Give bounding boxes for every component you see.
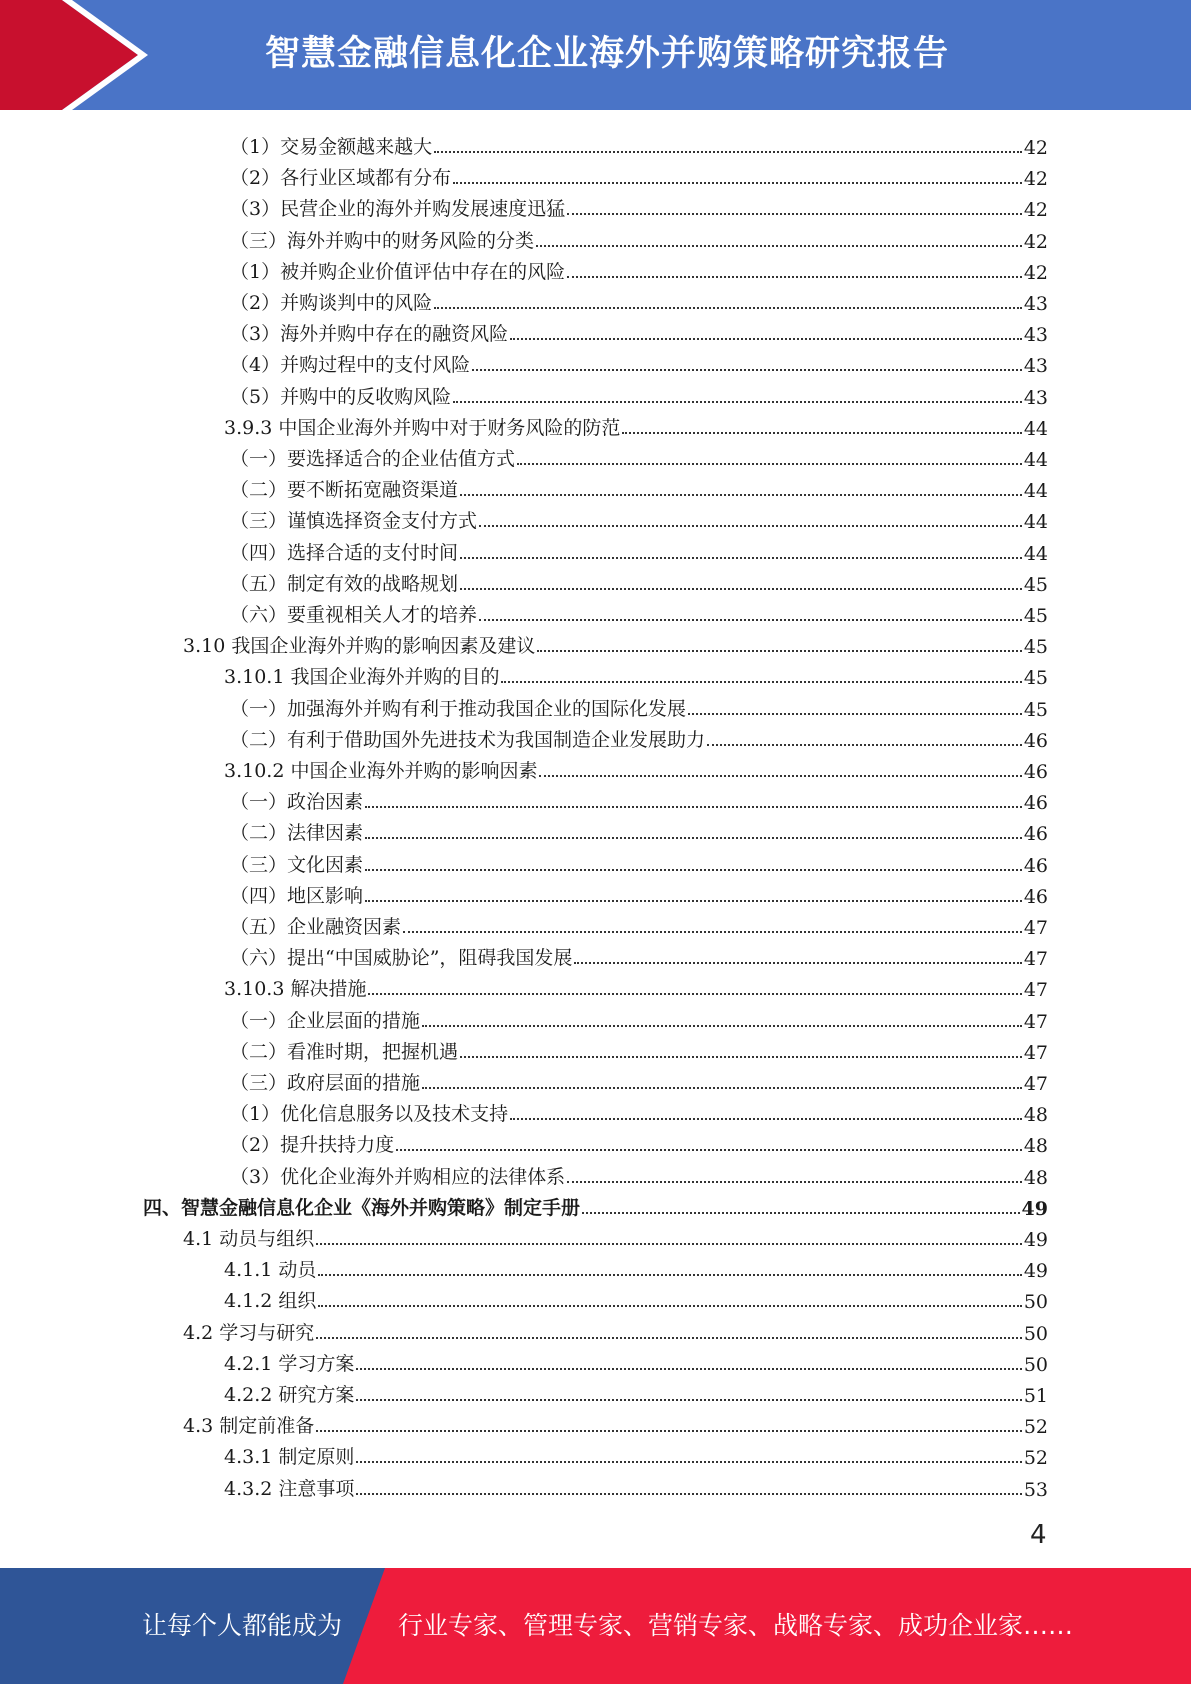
toc-entry[interactable] <box>224 1376 1048 1407</box>
toc-dot-leader <box>316 1243 1022 1245</box>
toc-entry-page: 42 <box>1023 137 1048 159</box>
toc-dot-leader <box>318 1274 1021 1276</box>
toc-entry-page: 43 <box>1023 386 1048 409</box>
toc-entry[interactable] <box>224 658 1048 689</box>
toc-entry-label: 4.2.1 学习方案 <box>224 1352 355 1375</box>
toc-entry[interactable] <box>230 190 1048 221</box>
toc-dot-leader <box>537 650 1021 652</box>
toc-entry-page: 43 <box>1023 324 1048 347</box>
toc-entry[interactable] <box>224 1345 1048 1376</box>
toc-entry-label: （1）交易金额越来越大 <box>230 136 433 158</box>
toc-dot-leader <box>460 494 1022 496</box>
toc-entry-page: 44 <box>1023 542 1048 565</box>
toc-entry-page: 45 <box>1023 698 1048 721</box>
toc-dot-leader <box>453 401 1022 403</box>
toc-entry-label: 4.1.2 组织 <box>224 1290 317 1313</box>
toc-entry[interactable] <box>230 346 1048 377</box>
toc-dot-leader <box>707 744 1022 746</box>
toc-entry-label: （一）加强海外并购有利于推动我国企业的国际化发展 <box>230 697 687 720</box>
toc-entry-page: 46 <box>1023 792 1048 815</box>
toc-entry[interactable] <box>230 1002 1048 1033</box>
toc-dot-leader <box>479 525 1022 527</box>
toc-entry-label: （3）民营企业的海外并购发展速度迅猛 <box>230 198 566 221</box>
toc-entry-page: 43 <box>1023 355 1048 378</box>
footer-slogan-left: 让每个人都能成为 <box>142 1611 343 1640</box>
toc-entry-page: 48 <box>1023 1104 1048 1127</box>
page-footer <box>0 1568 1191 1684</box>
toc-entry-label: （一）企业层面的措施 <box>230 1009 421 1032</box>
toc-entry-label: （五）企业融资因素 <box>230 916 402 938</box>
toc-entry-label: 3.10 我国企业海外并购的影响因素及建议 <box>183 635 536 658</box>
toc-entry-page: 46 <box>1023 729 1048 752</box>
toc-entry-label: 4.2 学习与研究 <box>183 1321 315 1344</box>
page-number: 4 <box>1030 1520 1047 1550</box>
toc-entry-page: 44 <box>1023 417 1048 440</box>
document-title: 智慧金融信息化企业海外并购策略研究报告 <box>265 34 950 74</box>
toc-entry[interactable] <box>230 253 1048 284</box>
toc-entry-label: 4.1 动员与组织 <box>183 1228 315 1250</box>
toc-entry[interactable] <box>230 690 1048 721</box>
toc-dot-leader <box>460 1056 1022 1058</box>
toc-entry[interactable] <box>230 502 1048 533</box>
toc-entry-label: （四）地区影响 <box>230 884 364 907</box>
toc-entry[interactable] <box>230 565 1048 596</box>
chevron-arrow-icon <box>0 0 160 110</box>
toc-dot-leader <box>582 1212 1020 1214</box>
toc-entry-page: 49 <box>1021 1197 1048 1220</box>
toc-entry-label: （2）并购谈判中的风险 <box>230 292 433 314</box>
toc-dot-leader <box>622 432 1021 434</box>
toc-entry[interactable] <box>224 1470 1048 1501</box>
toc-dot-leader <box>567 276 1022 278</box>
toc-entry-page: 49 <box>1023 1229 1048 1251</box>
toc-entry-page: 44 <box>1023 511 1048 534</box>
toc-entry-label: （三）谨慎选择资金支付方式 <box>230 510 478 533</box>
toc-dot-leader <box>396 1149 1022 1151</box>
toc-entry-page: 46 <box>1023 761 1048 783</box>
toc-entry[interactable] <box>230 1158 1048 1189</box>
toc-entry-page: 47 <box>1023 1073 1048 1095</box>
toc-entry-label: 3.10.2 中国企业海外并购的影响因素 <box>224 760 538 782</box>
toc-entry-page: 47 <box>1023 948 1048 971</box>
toc-entry-label: （2）提升扶持力度 <box>230 1134 395 1157</box>
toc-entry-page: 42 <box>1023 168 1048 191</box>
toc-entry[interactable] <box>183 627 1048 658</box>
toc-entry-page: 46 <box>1023 854 1048 877</box>
toc-entry[interactable] <box>230 222 1048 253</box>
toc-entry-page: 47 <box>1023 1041 1048 1064</box>
toc-dot-leader <box>356 1368 1021 1370</box>
toc-dot-leader <box>365 837 1022 839</box>
toc-entry-label: （六）提出“中国威胁论”，阻碍我国发展 <box>230 947 573 970</box>
toc-entry-page: 46 <box>1023 823 1048 846</box>
toc-entry-page: 47 <box>1023 917 1048 939</box>
toc-entry-label: （5）并购中的反收购风险 <box>230 385 452 408</box>
toc-entry[interactable] <box>224 970 1048 1001</box>
toc-entry-page: 45 <box>1023 573 1048 596</box>
toc-entry[interactable] <box>224 1438 1048 1469</box>
toc-entry-page: 47 <box>1023 979 1048 1002</box>
toc-entry[interactable] <box>230 284 1048 315</box>
toc-entry-page: 42 <box>1023 199 1048 222</box>
toc-entry[interactable] <box>230 128 1048 159</box>
toc-dot-leader <box>517 463 1022 465</box>
toc-entry[interactable] <box>230 908 1048 939</box>
toc-entry-page: 52 <box>1023 1416 1048 1439</box>
toc-entry-page: 48 <box>1023 1166 1048 1189</box>
toc-entry-page: 52 <box>1023 1447 1048 1470</box>
toc-entry-label: （4）并购过程中的支付风险 <box>230 354 471 377</box>
toc-entry-label: （三）文化因素 <box>230 853 364 876</box>
toc-entry-label: （四）选择合适的支付时间 <box>230 541 459 564</box>
toc-entry-page: 47 <box>1023 1010 1048 1033</box>
toc-entry-page: 50 <box>1023 1322 1048 1345</box>
toc-entry[interactable] <box>183 1314 1048 1345</box>
toc-entry-label: 3.10.3 解决措施 <box>224 978 367 1001</box>
toc-entry-label: （1）被并购企业价值评估中存在的风险 <box>230 260 566 283</box>
toc-entry-label: （2）各行业区域都有分布 <box>230 167 452 190</box>
toc-dot-leader <box>539 775 1021 777</box>
toc-entry-page: 42 <box>1023 230 1048 253</box>
toc-entry-label: （一）政治因素 <box>230 791 364 814</box>
toc-dot-leader <box>403 931 1022 933</box>
toc-entry-label: 四、智慧金融信息化企业《海外并购策略》制定手册 <box>143 1196 581 1219</box>
toc-entry[interactable] <box>230 721 1048 752</box>
toc-dot-leader <box>356 1399 1021 1401</box>
toc-dot-leader <box>356 1493 1021 1495</box>
toc-entry[interactable] <box>230 315 1048 346</box>
toc-entry[interactable] <box>183 1220 1048 1251</box>
toc-dot-leader <box>356 1461 1021 1463</box>
toc-entry[interactable] <box>230 783 1048 814</box>
toc-entry[interactable] <box>230 1095 1048 1126</box>
toc-entry-label: （六）要重视相关人才的培养 <box>230 604 478 626</box>
toc-dot-leader <box>434 307 1022 309</box>
toc-entry-page: 44 <box>1023 449 1048 471</box>
toc-dot-leader <box>510 1118 1022 1120</box>
toc-entry-label: 3.9.3 中国企业海外并购中对于财务风险的防范 <box>224 416 621 439</box>
toc-dot-leader <box>510 338 1022 340</box>
toc-entry-page: 53 <box>1023 1478 1048 1501</box>
toc-entry-label: 4.2.2 研究方案 <box>224 1384 355 1406</box>
toc-entry-label: 4.3.1 制定原则 <box>224 1446 355 1469</box>
toc-entry-label: （3）海外并购中存在的融资风险 <box>230 323 509 346</box>
toc-dot-leader <box>567 1181 1022 1183</box>
page-header <box>0 0 1191 110</box>
toc-entry-page: 48 <box>1023 1135 1048 1158</box>
toc-entry[interactable] <box>183 1407 1048 1438</box>
toc-entry[interactable] <box>224 752 1048 783</box>
toc-entry[interactable] <box>143 1189 1048 1220</box>
toc-entry-page: 42 <box>1023 261 1048 284</box>
toc-entry[interactable] <box>230 846 1048 877</box>
toc-entry[interactable] <box>230 159 1048 190</box>
toc-entry[interactable] <box>230 378 1048 409</box>
toc-entry-label: 4.3.2 注意事项 <box>224 1477 355 1500</box>
toc-dot-leader <box>567 213 1022 215</box>
toc-dot-leader <box>316 1430 1022 1432</box>
toc-entry[interactable] <box>230 440 1048 471</box>
toc-dot-leader <box>479 619 1022 621</box>
toc-entry[interactable] <box>224 1251 1048 1282</box>
toc-entry-label: 4.3 制定前准备 <box>183 1415 315 1438</box>
toc-entry-label: （三）政府层面的措施 <box>230 1072 421 1094</box>
toc-entry-page: 45 <box>1023 636 1048 659</box>
toc-entry[interactable] <box>230 939 1048 970</box>
toc-entry-label: （3）优化企业海外并购相应的法律体系 <box>230 1165 566 1188</box>
toc-entry-page: 43 <box>1023 293 1048 315</box>
toc-entry-label: 3.10.1 我国企业海外并购的目的 <box>224 666 500 689</box>
toc-dot-leader <box>422 1087 1022 1089</box>
toc-entry[interactable] <box>230 1126 1048 1157</box>
toc-entry[interactable] <box>230 814 1048 845</box>
toc-dot-leader <box>574 962 1021 964</box>
toc-dot-leader <box>365 869 1022 871</box>
toc-dot-leader <box>501 681 1021 683</box>
toc-entry[interactable] <box>230 1064 1048 1095</box>
toc-entry-page: 46 <box>1023 885 1048 908</box>
toc-entry-label: （二）要不断拓宽融资渠道 <box>230 479 459 502</box>
toc-dot-leader <box>453 182 1022 184</box>
toc-dot-leader <box>368 993 1021 995</box>
toc-dot-leader <box>422 1025 1022 1027</box>
toc-entry[interactable] <box>230 1033 1048 1064</box>
footer-slogan-right: 行业专家、管理专家、营销专家、战略专家、成功企业家…… <box>398 1611 1074 1640</box>
toc-entry-label: 4.1.1 动员 <box>224 1259 317 1282</box>
toc-dot-leader <box>688 713 1022 715</box>
toc-entry-page: 49 <box>1023 1260 1048 1283</box>
toc-entry-label: （1）优化信息服务以及技术支持 <box>230 1103 509 1126</box>
toc-dot-leader <box>365 900 1022 902</box>
toc-entry-page: 44 <box>1023 480 1048 503</box>
toc-dot-leader <box>316 1337 1022 1339</box>
toc-dot-leader <box>318 1305 1021 1307</box>
toc-entry[interactable] <box>230 471 1048 502</box>
toc-entry[interactable] <box>224 409 1048 440</box>
toc-entry-page: 51 <box>1023 1385 1048 1407</box>
toc-dot-leader <box>536 245 1022 247</box>
toc-dot-leader <box>460 588 1022 590</box>
toc-dot-leader <box>434 151 1022 153</box>
toc-entry-label: （三）海外并购中的财务风险的分类 <box>230 229 535 252</box>
toc-entry[interactable] <box>230 534 1048 565</box>
toc-entry[interactable] <box>230 877 1048 908</box>
toc-dot-leader <box>472 369 1022 371</box>
toc-entry-label: （二）看准时期，把握机遇 <box>230 1040 459 1063</box>
toc-entry-label: （二）有利于借助国外先进技术为我国制造企业发展助力 <box>230 728 706 751</box>
toc-entry[interactable] <box>224 1282 1048 1313</box>
toc-entry-label: （二）法律因素 <box>230 822 364 845</box>
toc-dot-leader <box>365 806 1022 808</box>
toc-entry-page: 50 <box>1023 1291 1048 1314</box>
toc-dot-leader <box>460 557 1022 559</box>
toc-entry-page: 45 <box>1023 605 1048 627</box>
toc-entry[interactable] <box>230 596 1048 627</box>
toc-entry-page: 45 <box>1023 667 1048 690</box>
toc-entry-page: 50 <box>1023 1353 1048 1376</box>
toc-entry-label: （一）要选择适合的企业估值方式 <box>230 448 516 470</box>
toc-entry-label: （五）制定有效的战略规划 <box>230 572 459 595</box>
